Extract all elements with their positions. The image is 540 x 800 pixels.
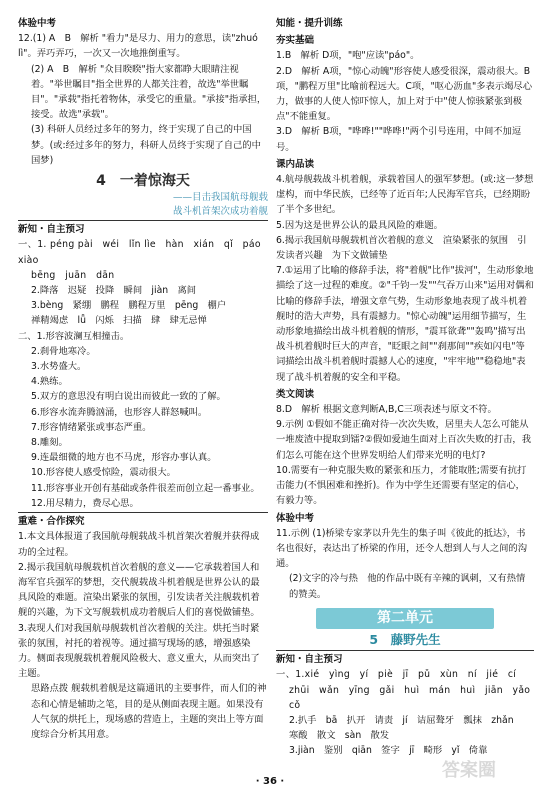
answer-item: 10.形容使人感受惊险，震动很大。 [31, 467, 176, 479]
answer-item: 5.因为这是世界公认的最具风险的难题。 [276, 219, 443, 231]
answer-item: 12.(1) A B 解析 "看力"是尽力、用力的意思，读"zhuó lì"。弄巧弄巧，一次又一次地推倒重写。 [18, 33, 258, 60]
pinyin-line [18, 237, 268, 267]
answer-item: 2.D 解析 A项，"惊心动魄"形容使人感受很深，震动很大。B项，"鹏程万里"比喻前程远大。C项，"呕心沥血"多表示竭尽心力，做事的人使人惊吓惊人，加上对于中"使人惊骇紧张到极点"不能重复。 [276, 65, 533, 123]
pinyin-line: 一、1.xié yìng yí piè jī pǔ xùn ní jié cí [276, 669, 517, 681]
hint-paragraph: 思路点拨 舰载机着舰是这篇通讯的主要事件，而人们的神态和心情是辅助之笔，目的是从侧面表现主题。如果没有人气氛的烘托上，现场感的营造上，主题的突出上等方面度综合分析其用意。 [31, 683, 267, 740]
answer-item: 8.雕刻。 [31, 437, 68, 449]
section-title: 体验中考 [18, 18, 57, 29]
answer-item: 5.双方的意思没有明白说出而彼此一致的了解。 [31, 391, 226, 403]
lesson-title: 5 藤野先生 [369, 631, 441, 647]
answer-item: (2) A B 解析 "众目睽睽"指大家都睁大眼睛注视着。"举世瞩目"指全世界的人都关注着，故选"举世瞩目"。"承载"指托着物体，承受它的重量。"承接"指承担，接受。故选"承载"。 [31, 63, 267, 121]
answer-item: 3.水势盛大。 [31, 361, 87, 373]
answer-item: 12.用尽精力，费尽心思。 [31, 497, 139, 509]
pinyin-line: bēng juān dān [31, 269, 115, 281]
subsection-title: 夯实基础 [276, 35, 315, 47]
answer-item: 7.①运用了比喻的修辞手法，将"着舰"比作"拔河"，生动形象地描绘了这一过程的难度。②"千钧一发""气吞万山来"运用对偶和比喻的修辞手法，增强文章气势，生动形象地表现了战斗机着舰时的浩大声势，具有震撼力。"惊心动魄"运用细节描写，生动形象地描绘出战斗机着舰的情形，"震耳欲聋""轰鸣"描写出战斗机着舰时巨大的声音，"眨眼之间""刹那间""疾如闪电"等词描绘出战斗机着舰时震撼人心的速度，"牢牢地""稳稳地"表现了战斗机着舰的安全和平稳。 [276, 265, 534, 383]
answer-item: 2.刹骨地寒冷。 [31, 345, 96, 357]
subsection-title: 类文阅读 [276, 388, 315, 400]
answer-item: 10.需要有一种克服失败的紧张和压力，才能取胜;需要有抗打击能力(不惧困难和挫折)。作为中学生还需要有坚定的信心，有毅力等。 [276, 464, 527, 507]
pinyin-text: péng pài wéi lǐn lìe hàn xián qǐ páo xiào [18, 239, 261, 266]
answer-item: 3.jiàn 鉴别 qiān 签字 jī 畸形 yǐ 倚靠 [289, 745, 488, 757]
section-title: 知能・提升训练 [276, 18, 343, 29]
answer-item: 寒酸 散文 sàn 散发 [289, 730, 390, 742]
answer-item: (2)文字的冷与热 他的作品中既有辛辣的讽刺，又有热情的赞美。 [289, 573, 526, 600]
answer-item: 11.形容事业开创有基础或条件很差而创立起一番事业。 [31, 482, 260, 494]
pinyin-line: zhūi wǎn yīng gǎi huì mán huì jiān yǎo [289, 684, 531, 696]
section-title: 重难・合作探究 [18, 512, 268, 529]
answer-item: 11.示例 (1)桥梁专家茅以升先生的集子叫《彼此的抵达》，书名也很好，表达出了桥梁的作用，还令人想到人与人之间的沟通。 [276, 527, 528, 570]
unit-banner: 第二单元 [316, 608, 494, 629]
answer-item: 二、1.形容波澜互相撞击。 [18, 330, 130, 342]
answer-item: 9.示例 ①假如不能正确对待一次次失败，居里夫人怎么可能从一堆废渣中提取到镭?②假如爱迪生面对上百次失败的打击，我们怎么可能在这个世界发明给人们带来光明的电灯? [276, 419, 531, 461]
left-column [18, 14, 268, 742]
right-column [276, 14, 534, 759]
answer-item: 6.形容水流奔腾汹涌，也形容人群怒喊叫。 [31, 406, 208, 418]
answer-item: 1.本文具体报道了我国航母舰载战斗机首架次着舰并获得成功的全过程。 [18, 531, 260, 558]
page-number: · 36 · [255, 776, 285, 787]
item-label: 一、1. [18, 239, 47, 251]
answer-item: 3.bèng 紧绷 鹏程 鹏程万里 pēng 棚户 [31, 300, 227, 312]
answer-item: 4.熟练。 [31, 376, 68, 388]
watermark-logo: 答案圈 [442, 760, 496, 781]
answer-item: 2.扒手 bā 扒开 请责 jí 诘屈聱牙 瓢抹 zhǎn [289, 714, 514, 726]
answer-item: 3.表现人们对我国航母舰载机首次着舰的关注。烘托当时紧张的氛围，衬托的着视等。通过描写现场的感，增强感染力。侧面表现舰载机着舰风险极大、意义重大，从而突出了主题。 [18, 622, 260, 680]
answer-item: 1.B 解析 D项，"咆"应读"páo"。 [276, 50, 420, 62]
lesson-subtitle-line-2: 战斗机首架次成功着舰 [172, 206, 268, 218]
answer-item: 2.降落 迟疑 投降 瞬间 jiàn 离间 [31, 285, 197, 297]
answer-item: 2.揭示我国航母舰载机首次着舰的意义——它承载着国人和海军官兵强军的梦想，交代舰载战斗机着舰是世界公认的最具风险的难题。渲染出紧张的氛围，引发读者关注舰载机着舰的兴趣，为下文写舰载机成功着舰后人们的喜悦做铺垫。 [18, 561, 260, 619]
subsection-title: 课内品读 [276, 158, 315, 170]
subsection-title: 体验中考 [276, 512, 315, 524]
section-title: 新知・自主预习 [18, 220, 268, 237]
answer-item: 8.D 解析 根据文意判断A,B,C三项表述与原文不符。 [276, 404, 497, 416]
section-title: 新知・自主预习 [276, 650, 534, 667]
answer-item: 4.航母舰载战斗机着舰，承载着国人的强军梦想。(或:这一梦想虚构，而中华民族，已经等了近百年;人民海军官兵，已经期盼了半个多世纪。 [276, 174, 534, 216]
answer-item: 禅精竭虑 lǚ 闪烁 扫描 肆 肆无忌惮 [31, 315, 207, 327]
answer-item: (3) 科研人员经过多年的努力，终于实现了自己的中国梦。(或:经过多年的努力，科研人员终于实现了自己的中国梦) [31, 124, 261, 166]
lesson-title: 4 一着惊海天 [96, 173, 190, 190]
answer-item: 7.形容情绪紧张或事态严重。 [31, 421, 152, 433]
answer-item: 9.连最细微的地方也不马虎，形容办事认真。 [31, 452, 217, 464]
answer-item: 6.揭示我国航母舰载机首次着舰的意义 渲染紧张的氛围 引发读者兴趣 为下文做铺垫 [276, 234, 527, 262]
lesson-subtitle-line-1: ——目击我国航母舰载 [172, 192, 268, 204]
pinyin-line: cǒ [289, 699, 301, 711]
answer-item: 3.D 解析 B项，"哗哗!""哗哗!"两个引号连用，中间不加逗号。 [276, 126, 522, 153]
